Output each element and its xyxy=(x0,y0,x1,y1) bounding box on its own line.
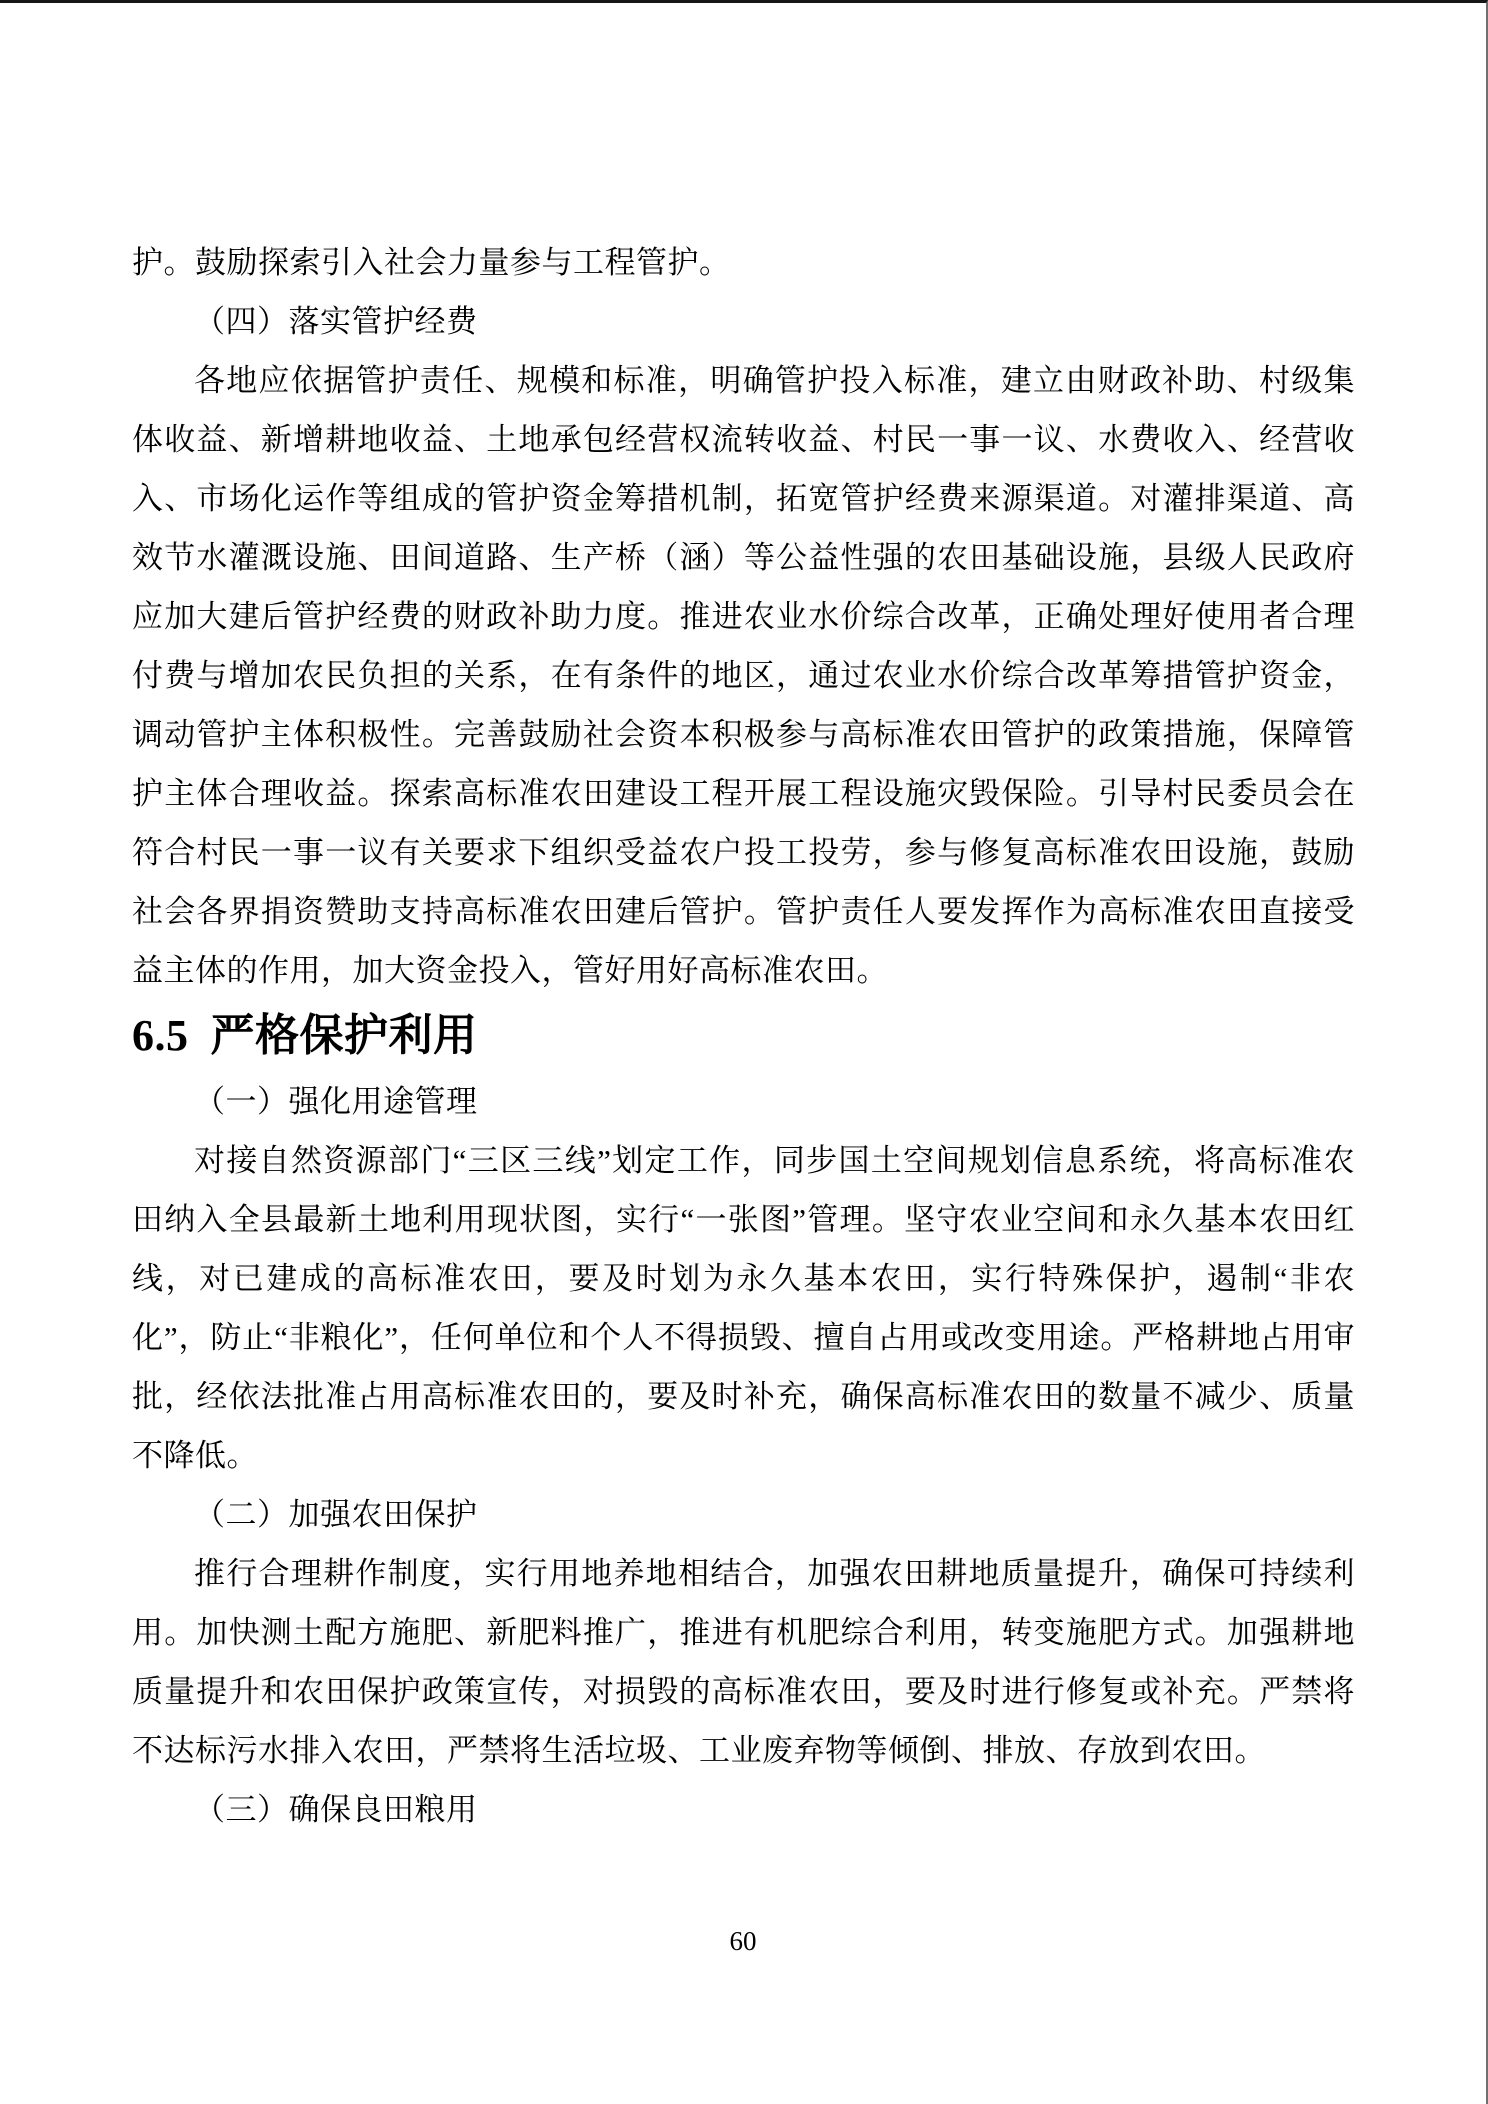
section-title: 严格保护利用 xyxy=(210,1011,478,1060)
subheading-item-4: （四）落实管护经费 xyxy=(194,304,478,339)
subheading-item-2: （二）加强农田保护 xyxy=(194,1497,478,1532)
paragraph-farmland-protection: 推行合理耕作制度，实行用地养地相结合，加强农田耕地质量提升，确保可持续利用。加快测土配方施肥、新肥料推广，推进有机肥综合利用，转变施肥方式。加强耕地质量提升和农田保护政策宣传，对损毁的高标准农田，要及时进行修复或补充。严禁将不达标污水排入农田，严禁将生活垃圾、工业废弃物等倾倒、排放、存放到农田。 xyxy=(132,1556,1355,1768)
subheading-item-3: （三）确保良田粮用 xyxy=(194,1792,478,1827)
paragraph-usage-management: 对接自然资源部门“三区三线”划定工作，同步国土空间规划信息系统，将高标准农田纳入全县最新土地利用现状图，实行“一张图”管理。坚守农业空间和永久基本农田红线，对已建成的高标准农田，要及时划为永久基本农田，实行特殊保护，遏制“非农化”，防止“非粮化”，任何单位和个人不得损毁、擅自占用或改变用途。严格耕地占用审批，经依法批准占用高标准农田的，要及时补充，确保高标准农田的数量不减少、质量不降低。 xyxy=(132,1143,1355,1473)
subheading-item-1: （一）强化用途管理 xyxy=(194,1084,478,1119)
section-heading-6-5 xyxy=(132,1000,1355,1072)
document-body xyxy=(132,233,1355,1839)
section-number: 6.5 xyxy=(132,1011,189,1060)
page-number: 60 xyxy=(729,1926,757,1956)
paragraph-maintenance-funds: 各地应依据管护责任、规模和标准，明确管护投入标准，建立由财政补助、村级集体收益、新增耕地收益、土地承包经营权流转收益、村民一事一议、水费收入、经营收入、市场化运作等组成的管护资金筹措机制，拓宽管护经费来源渠道。对灌排渠道、高效节水灌溉设施、田间道路、生产桥（涵）等公益性强的农田基础设施，县级人民政府应加大建后管护经费的财政补助力度。推进农业水价综合改革，正确处理好使用者合理付费与增加农民负担的关系，在有条件的地区，通过农业水价综合改革筹措管护资金，调动管护主体积极性。完善鼓励社会资本积极参与高标准农田管护的政策措施，保障管护主体合理收益。探索高标准农田建设工程开展工程设施灾毁保险。引导村民委员会在符合村民一事一议有关要求下组织受益农户投工投劳，参与修复高标准农田设施，鼓励社会各界捐资赞助支持高标准农田建后管护。管护责任人要发挥作为高标准农田直接受益主体的作用，加大资金投入，管好用好高标准农田。 xyxy=(132,363,1355,988)
paragraph-continuation: 护。鼓励探索引入社会力量参与工程管护。 xyxy=(132,245,731,280)
